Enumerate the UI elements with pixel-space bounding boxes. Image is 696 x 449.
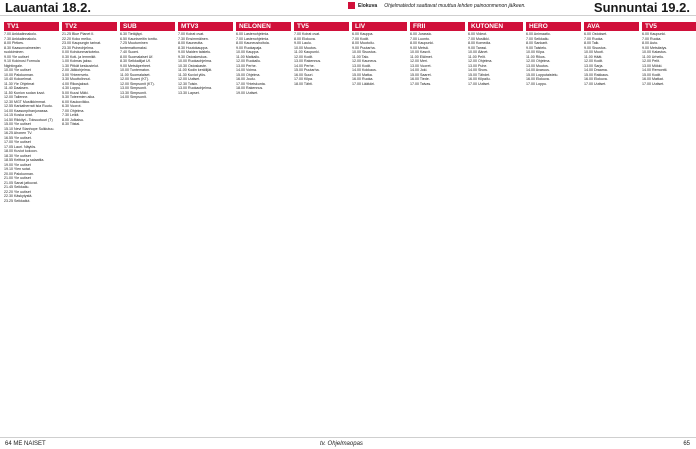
program-entry: 5.30 Toteemien aika. [62, 95, 96, 99]
program-entry: 14.00 Draama. [584, 68, 608, 72]
program-entry: 16.00 Kilpailu. [468, 77, 491, 81]
program-entry: 12.00 Pelit. [642, 59, 660, 63]
program-entry: 16.00 Elokuva. [584, 77, 608, 81]
channel-column [4, 20, 59, 434]
program-entry: 10.40 Kokoelmat. [4, 77, 32, 81]
program-entry: 13.00 Kodit. [352, 63, 372, 68]
program-entry: 0.00 Kohdunmarkoteko. [62, 50, 101, 54]
program-entry: 23.25 Seikkailut. [4, 198, 31, 203]
program-entry: 13.00 Sarja. [584, 63, 604, 68]
program-entry: 7.00 Ruoka. [584, 36, 604, 41]
channel-heading: LIV [352, 22, 407, 31]
program-entry: 21.05 Sanat jatkuvat. [4, 180, 38, 185]
program-entry: 15.10 Nevi Stanhope Sulkiutuu. [4, 126, 55, 131]
program-entry: 15.00 Ohjelma. [236, 72, 261, 77]
program-entry: 0.30 Koti- ja lemmikit. [62, 54, 97, 59]
channel-heading: TV1 [4, 22, 59, 31]
program-entry: 16.25 Ahonen TV. [4, 131, 33, 135]
program-entry: 18.30 Yle uutiset [4, 153, 31, 158]
right-date-title: Sunnuntai 19.2. [593, 0, 690, 15]
program-entry: 7.00 Luonto. [410, 36, 430, 41]
program-entry: 10.00 Sisustus. [352, 50, 377, 54]
program-entry: 23.00 Kaupungin tarinat. [62, 41, 102, 45]
program-entry: 4.00 Rikosjaksot. [62, 81, 90, 86]
channel-heading: NELONEN [236, 22, 291, 31]
program-entry: 5.00 Kuusi Mäki. [62, 90, 89, 95]
channel-heading: TV5 [294, 22, 349, 31]
program-entry: 14.00 Avaruus. [526, 68, 550, 72]
channel-column [62, 20, 117, 434]
program-entry: 7.25 Muutuminen tuntemattomaksi. [120, 41, 148, 50]
program-entry: 6.30 Vuorot. [62, 104, 82, 108]
red-square-icon [348, 2, 355, 9]
program-entry: 17.00 Kilpa. [294, 77, 313, 81]
program-entry: 17.00 Lääkäri. [352, 81, 375, 86]
channel-heading: KUTONEN [468, 22, 523, 31]
channel-column [642, 20, 696, 434]
program-entry: 13.00 Vuoret. [410, 63, 432, 68]
program-entry: 6.00 Videot. [468, 32, 488, 36]
program-entry: 7.30 Leikit. [62, 113, 80, 117]
program-entry: 20.00 Palokunnan. [4, 171, 34, 176]
channel-heading: TV5 [642, 22, 696, 31]
page-header [0, 0, 696, 16]
program-entry: 7.00 Lastenohjelmia. [236, 36, 270, 41]
program-entry: 12.00 Ruokailu. [236, 59, 261, 63]
program-entry: 8.00 Kauneutta. [178, 41, 204, 45]
program-entry: 9.00 Metsästys. [642, 45, 668, 50]
program-entry: 6.30 Tietäjäpt. [120, 32, 143, 36]
program-entry: 9.00 Yle uutiset [4, 54, 29, 59]
program-entry: 15.00 Yle uutiset [4, 122, 31, 126]
program-entry: 9.10 Kokinosi Formula Nightingale. [4, 59, 40, 68]
footer-left: 64 ME NAISET [5, 441, 46, 447]
program-entry: 14.00 Simpsonit. [120, 95, 147, 99]
program-entry: 13.00 Perhe. [236, 63, 257, 68]
program-entry: 9.00 Puutarha. [352, 45, 376, 50]
channel-heading: MTV3 [178, 22, 233, 31]
program-entry: 6.00 Kaupunki. [642, 32, 666, 36]
program-entry: 13.00 Ruokaohjelma. [178, 86, 212, 90]
program-entry: 16.00 Joulu. [236, 77, 256, 81]
program-entry: 9.00 Tanssi. [468, 45, 488, 50]
channel-heading: FRII [410, 22, 465, 31]
legend-label: Elokuva [358, 2, 378, 9]
program-entry: 15.00 Kodit. [642, 72, 662, 77]
program-entry: 8.30 Tiistai. [62, 122, 81, 126]
program-entry: 11.00 Rikos. [526, 54, 546, 59]
program-entry: 10.00 Kasvit. [410, 50, 431, 54]
program-entry: 8.00 Auto. [642, 41, 659, 45]
program-entry: 6.00 Ostokset. [584, 32, 608, 36]
program-entry: 12.00 Kauneus. [352, 59, 378, 63]
program-entry: 6.50 Kaunisreitin tonttu. [120, 36, 158, 41]
program-entry: 9.00 Sisustus. [584, 45, 607, 50]
program-entry: 10.00 Tuntematon. [120, 68, 150, 72]
program-entry: 15.00 Matka. [352, 72, 373, 77]
program-entry: 7.00 Ohjelma. [62, 108, 85, 113]
program-entry: 6.00 Jurassic. [410, 32, 433, 36]
program-entry: 19.10 Ylen sotat. [4, 167, 31, 171]
program-entry: 22.20 Yle uutiset [4, 189, 31, 194]
program-entry: 1.30 Pitkät keskustelut. [62, 63, 99, 68]
program-entry: 10.30 Ostoskaste. [178, 63, 207, 68]
footer-right: 65 [683, 441, 690, 447]
program-entry: 12.30 Toisin. [178, 81, 199, 86]
program-entry: 14.00 Remontti. [642, 68, 668, 72]
program-entry: 8.00 Elokuva. [294, 36, 316, 41]
program-entry: 9.00 Metsä. [410, 45, 429, 50]
program-entry: 7.30 Ensimmäinen. [178, 36, 209, 41]
program-entry: 3.30 Muuttolinnut. [62, 77, 91, 81]
program-entry: 18.00 Tähti. [294, 81, 313, 86]
program-entry: 19.00 Uutiset. [236, 90, 259, 95]
channel-column [410, 20, 465, 434]
program-entry: 14.15 Koska ovat. [4, 113, 33, 117]
program-entry: 8.30 Kaasunvaimesten ruokkiminen. [4, 45, 41, 54]
program-entry: 12.00 Kodit. [584, 59, 604, 63]
page-footer [0, 437, 696, 449]
program-entry: 8.00 Komedia. [468, 41, 492, 45]
footer-center: tv. Ohjelmaopas [320, 441, 363, 447]
program-entry: 15.00 Saaret. [410, 72, 432, 77]
program-entry: 11.00 Kodin keräilijät. [178, 68, 213, 72]
program-entry: 17.05 Lauri. Näytös. [4, 144, 37, 149]
program-entry: 8.30 Huutokauppa. [178, 45, 209, 50]
program-entry: 7.00 Koirat ovat. [178, 32, 205, 36]
program-entry: 10.00 Kalastus. [642, 50, 667, 54]
program-entry: 8.30 Seikkailijat Uf. [120, 59, 151, 63]
program-entry: 6.00 Lastenohjelmia. [236, 32, 270, 36]
program-entry: 11.30 Kuviot ylös. [178, 72, 207, 77]
program-entry: 22.20 Koko melko. [62, 36, 92, 41]
program-entry: 8.00 Julkaisu. [62, 117, 84, 122]
program-entry: 15.00 Rakkaus. [584, 72, 609, 77]
program-entry: 11.00 Kaupunki. [294, 50, 320, 54]
program-entry: 14.00 Kokkaus. [352, 68, 377, 72]
program-entry: 10.00 Äänet. [468, 50, 489, 54]
program-entry: 9.30 Ostoskeskus. [178, 54, 208, 59]
program-entry: 11.50 Kunion sodan luvut. [4, 90, 46, 95]
program-entry: 12.00 Suomi (KT). [120, 77, 150, 81]
program-entry: 9.00 Taistelu. [526, 45, 548, 50]
program-entry: 6.00 Kaukoviikko. [62, 99, 91, 104]
program-entry: 18.00 Rakennus. [236, 86, 264, 90]
program-entry: 21.00 Yle uutiset [4, 176, 31, 180]
channel-heading: HERO [526, 22, 581, 31]
program-entry: 12.00 Tallenne. [4, 95, 29, 99]
program-entry: 14.00 Voima. [236, 68, 257, 72]
program-entry: 10.00 Kilpa. [526, 50, 545, 54]
program-entry: 11.00 Suomalaiset. [120, 72, 151, 77]
program-entry: 11.00 Matkailu. [236, 54, 261, 59]
program-entry: 7.00 Ankkalinnakolo. [4, 32, 37, 36]
legend-note: Ohjelmatiedot saattavat muuttua lehden painoonmenon jälkeen. [384, 2, 526, 9]
channel-heading: TV2 [62, 22, 117, 31]
program-entry: 12.00 Uutiset. [178, 77, 201, 81]
program-entry: 7.00 Musiikki. [468, 36, 490, 41]
channel-column [526, 20, 581, 434]
program-entry: 12.30 MGT Mustikkimmat. [4, 99, 46, 104]
program-entry: 8.00 Muotoilu. [352, 41, 375, 45]
program-entry: 23.30 Puheohjelma. [62, 45, 94, 50]
program-entry: 10.00 Ruokaohjelma. [178, 59, 212, 63]
program-entry: 8.00 Kauneushoitola. [236, 41, 270, 45]
program-entry: 13.00 Rakennus. [294, 59, 322, 63]
program-entry: 18.55 Keittoa ja salaattia. [4, 158, 45, 162]
program-entry: 11.00 Eläimet. [410, 54, 433, 59]
program-entry: 7.00 Ruoka. [642, 36, 662, 41]
program-entry: 13.00 Muutos. [526, 63, 549, 68]
program-entry: 13.00 Mökki. [642, 63, 663, 68]
program-entry: 8.00 Talk. [584, 41, 600, 45]
program-entry: 10.00 Palokunnan. [4, 72, 34, 77]
program-entry: 13.30 Lapset. [178, 90, 200, 95]
program-entry: 21.45 Seikkailu. [4, 185, 30, 189]
program-entry: 9.00 Laulu. [294, 41, 312, 45]
program-entry: 17.00 Taivas. [410, 81, 432, 86]
channel-column [584, 20, 639, 434]
program-entry: 10.00 Muoti. [584, 50, 604, 54]
program-entry: 13.00 Simpsonit. [120, 86, 147, 90]
program-entry: 1.00 Kolmas jakso. [62, 59, 93, 63]
program-entry: 12.00 Kodit. [294, 54, 314, 59]
program-entry: 17.00 Loppu. [526, 81, 547, 86]
program-entry: 9.00 Ruokapaja. [236, 45, 263, 50]
channel-column [236, 20, 291, 434]
program-entry: 19.00 Yle uutiset [4, 162, 31, 167]
program-entry: 18.00 Kuviot kokoon. [4, 149, 38, 153]
channel-heading: AVA [584, 22, 639, 31]
program-entry: 11.00 Talo. [352, 54, 370, 59]
program-entry: 6.00 Animaatio. [526, 32, 551, 36]
program-entry: 16.00 Tiede. [410, 77, 430, 81]
program-entry: 11.40 Daaksen. [4, 86, 29, 90]
program-entry: 15.00 Puutarha. [294, 68, 320, 72]
program-entry: 9.00 Metsäperheet. [120, 63, 151, 68]
program-entry: 6.00 Kauppa. [352, 32, 374, 36]
channel-column [468, 20, 523, 434]
program-entry: 17.00 Uutiset. [468, 81, 491, 86]
channel-column [352, 20, 407, 434]
program-entry: 11.00 Urheilu. [642, 54, 665, 59]
program-entry: 22.30 Käskytystä. [4, 194, 33, 198]
program-entry: 8.00 Suomalaiset Uf. [120, 54, 154, 59]
program-entry: 17.00 Yle uutiset [4, 140, 31, 144]
program-entry: 11.30 Yle Ohjelmat [4, 81, 35, 86]
program-entry: 14.00 Perhe. [294, 63, 315, 68]
program-entry: 8.00 Kaupunki. [410, 41, 434, 45]
program-entry: 14.00 Kaasunpihanjunassa. [4, 108, 49, 113]
program-entry: 12.00 Ohjelma. [468, 59, 493, 63]
left-date-title: Lauantai 18.2. [5, 0, 91, 15]
channel-heading: SUB [120, 22, 175, 31]
program-entry: 10.00 Muutos. [294, 45, 317, 50]
channel-column [178, 20, 233, 434]
program-entry: 17.00 Uutiset. [584, 81, 607, 86]
program-entry: 17.00 Uutiset. [642, 81, 665, 86]
program-entry: 13.30 Simpsonit. [120, 90, 147, 95]
program-entry: 8.00 Pirtkes. [4, 41, 24, 45]
program-entry: 11.00 Häät. [584, 54, 603, 59]
program-entry: 14.00 Joki. [410, 68, 428, 72]
program-entry: 3.00 Yhteenveto. [62, 72, 90, 77]
channel-column [120, 20, 175, 434]
program-entry: 14.00 Show. [468, 68, 488, 72]
listing-columns [4, 20, 692, 434]
program-entry: 4.30 Loppu. [62, 86, 81, 90]
program-entry: 16.00 Ruoka. [352, 77, 374, 81]
program-entry: 17.00 Yhteiskunta. [236, 81, 266, 86]
program-entry: 12.00 Meri. [410, 59, 428, 63]
program-entry: 13.00 Puhe. [468, 63, 488, 68]
program-entry: 12.00 Ohjelma. [526, 59, 551, 63]
program-entry: 10.00 Kauppa. [236, 50, 260, 54]
program-entry: 7.30 Ankkalinnakolo. [4, 36, 37, 41]
program-entry: 16.00 Matkat. [642, 77, 664, 81]
program-entry: 15.00 Tähdet. [468, 72, 491, 77]
channel-column [294, 20, 349, 434]
legend-badge [348, 2, 526, 9]
program-entry: 21.25 Blue Planet II. [62, 32, 95, 36]
program-entry: 2.00 Jälkiohjelma. [62, 68, 91, 72]
program-entry: 7.00 Kodit. [352, 36, 370, 41]
program-entry: 15.00 Lopputaistelu. [526, 72, 559, 77]
program-entry: 16.00 Suuri. [294, 72, 314, 77]
program-entry: 7.40 Suomi. [120, 50, 140, 54]
program-entry: 7.00 Seikkailu. [526, 36, 550, 41]
program-entry: 7.00 Koirat ovat. [294, 32, 321, 36]
program-entry: 16.00 Elokuva. [526, 77, 550, 81]
program-entry: 12.55 Karkatherrait Isla Ruutu. [4, 104, 53, 108]
program-entry: 8.00 Sankarit. [526, 41, 549, 45]
program-entry: 11.00 Pelit. [468, 54, 486, 59]
program-entry: 9.00 Maiden taistelu. [178, 50, 212, 54]
program-entry: 10.00 Yle uutiset [4, 68, 31, 72]
program-entry: 16.55 Yle uutiset. [4, 135, 32, 140]
program-entry: 12.00 Simpsonit (KT). [120, 81, 155, 86]
program-entry: 14.50 Rikkityt - Toksuotuuri (T) [4, 117, 53, 122]
